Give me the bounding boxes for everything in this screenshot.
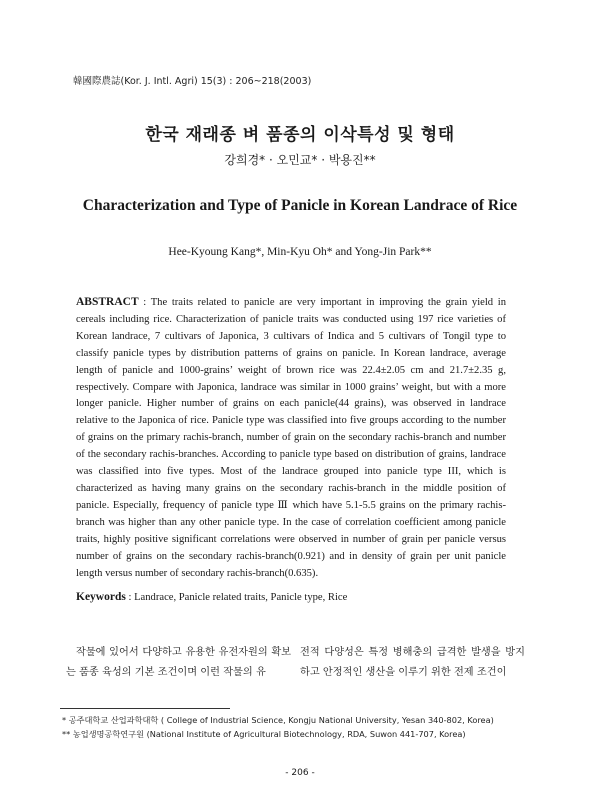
english-authors: Hee-Kyoung Kang*, Min-Kyu Oh* and Yong-Jin Park** [168,246,432,258]
page-number: - 206 - [285,768,315,778]
journal-citation: 韓國際農誌(Kor. J. Intl. Agri) 15(3) : 206~218(2003) [73,76,312,87]
footnote-affiliation-1: * 공주대학교 산업과학대학 ( College of Industrial Science, Kongju National University, Yesan 340-802, Korea) [62,715,494,725]
footnote-affiliation-2: ** 농업생명공학연구원 (National Institute of Agricultural Biotechnology, RDA, Suwon 441-707, Korea) [62,729,466,739]
korean-authors: 강희경* · 오민교* · 박용진** [224,153,376,167]
abstract [76,294,506,582]
keywords [76,591,516,603]
body-right-column: 전적 다양성은 특정 병해충의 급격한 발생을 방지하고 안정적인 생산을 이루기 위한 전제 조건이 [300,647,525,678]
body-left-column: 작물에 있어서 다양하고 유용한 유전자원의 확보는 품종 육성의 기본 조건이며 이런 작물의 유 [66,647,291,678]
abstract-text: : The traits related to panicle are very important in improving the grain yield in cereals including rice. Characterization of panicle traits was conducted using 197 rice varieties of Korean landrace, 7 cultivars of Japonica, 3 cultivars of Indica and 5 cultivars of Tongil type to classify panicle types by distribution patterns of grains on panicle. In Korean landrace, average length of panicle and 1000-grains’ weight of brown rice was 22.4±2.05 cm and 21.7±2.35 g, respectively. Compare with Japonica, landrace was similar in 1000 grains’ weight, but with a more longer panicle. Higher number of grains on each panicle(44 grains), was observed in landrace relative to the Japonica of rice. Panicle type was classified into five groups according to the number of grains on the primary rachis-branch, number of grain on the secondary rachis-branch and number of the secondary rachis-branches. According to panicle type based on distribution of grains, landrace was classified into five types. Most of the landrace grouped into panicle type III, which is characterized as having many grains on the secondary rachis-branch in the middle position of panicle. Especially, frequency of panicle type Ⅲ which have 5.1-5.5 grains on the primary rachis-branch was higher than any other panicle type. In the case of correlation coefficient among panicle traits, highly positive significant correlations were observed in number of grain per panicle versus number of grains on the secondary rachis-branch(0.921) and in density of grain per unit panicle length versus number of secondary rachis-branch(0.635). [76,297,506,579]
keywords-label: Keywords [76,591,126,603]
abstract-label: ABSTRACT [76,296,139,308]
korean-title: 한국 재래종 벼 품종의 이삭특성 및 형태 [145,125,455,145]
footnote-divider [60,708,230,709]
english-title: Characterization and Type of Panicle in Korean Landrace of Rice [82,197,518,214]
keywords-text: : Landrace, Panicle related traits, Panicle type, Rice [125,592,348,603]
